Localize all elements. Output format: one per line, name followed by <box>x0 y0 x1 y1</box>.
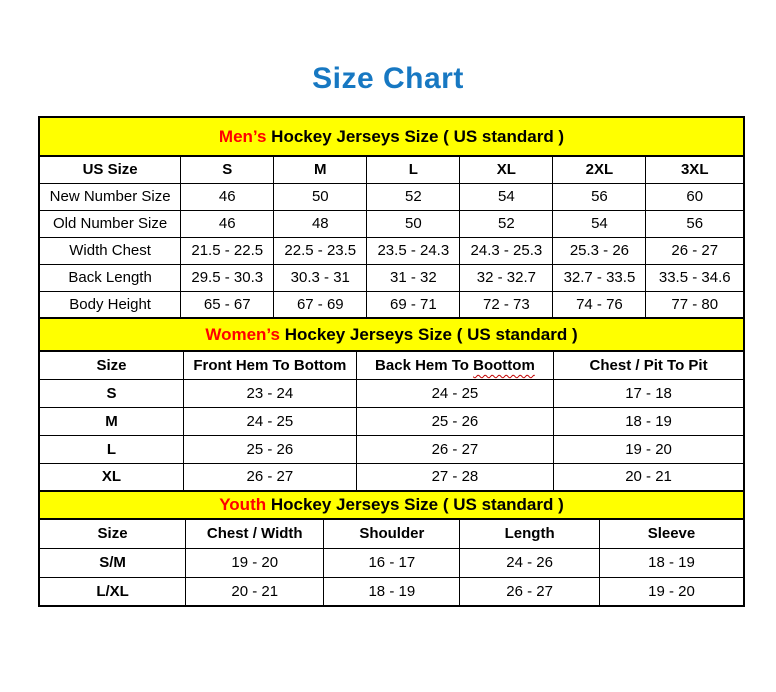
cell: 26 - 27 <box>184 463 357 491</box>
cell: 24 - 25 <box>356 379 553 407</box>
cell: 26 - 27 <box>646 237 744 264</box>
table-row <box>39 407 744 435</box>
page-title: Size Chart <box>312 62 464 95</box>
table-header-row <box>39 351 744 379</box>
cell: 33.5 - 34.6 <box>646 264 744 291</box>
column-header: Size <box>39 519 186 548</box>
womens-section-title: Hockey Jerseys Size ( US standard ) <box>279 324 578 344</box>
cell: 26 - 27 <box>356 435 553 463</box>
youth-section-highlight: Youth <box>219 495 267 514</box>
cell: 17 - 18 <box>554 379 744 407</box>
womens-size-table <box>38 350 745 492</box>
row-label: Width Chest <box>39 237 181 264</box>
row-label: M <box>39 407 184 435</box>
column-header: S <box>181 156 274 183</box>
cell: 74 - 76 <box>553 291 646 318</box>
cell: 32 - 32.7 <box>460 264 553 291</box>
table-row <box>39 463 744 491</box>
cell: 56 <box>553 183 646 210</box>
column-header <box>356 351 553 379</box>
cell: 24 - 26 <box>460 548 600 577</box>
cell: 22.5 - 23.5 <box>274 237 367 264</box>
cell: 23.5 - 24.3 <box>367 237 460 264</box>
cell: 77 - 80 <box>646 291 744 318</box>
cell: 31 - 32 <box>367 264 460 291</box>
table-row <box>39 264 744 291</box>
cell: 27 - 28 <box>356 463 553 491</box>
cell: 30.3 - 31 <box>274 264 367 291</box>
row-label: New Number Size <box>39 183 181 210</box>
size-chart <box>38 116 745 607</box>
row-label: L/XL <box>39 577 186 606</box>
table-row <box>39 237 744 264</box>
cell: 24 - 25 <box>184 407 357 435</box>
column-header: XL <box>460 156 553 183</box>
cell: 60 <box>646 183 744 210</box>
cell: 21.5 - 22.5 <box>181 237 274 264</box>
column-header: Chest / Pit To Pit <box>554 351 744 379</box>
cell: 29.5 - 30.3 <box>181 264 274 291</box>
mens-section-highlight: Men’s <box>218 126 267 146</box>
mens-section-header <box>38 116 745 157</box>
womens-section-highlight: Women’s <box>205 324 280 344</box>
row-label: Back Length <box>39 264 181 291</box>
cell: 16 - 17 <box>324 548 460 577</box>
cell: 54 <box>460 183 553 210</box>
column-header: 3XL <box>646 156 744 183</box>
table-row <box>39 577 744 606</box>
column-header-text: Back Hem To <box>375 356 474 374</box>
cell: 24.3 - 25.3 <box>460 237 553 264</box>
column-header: Shoulder <box>324 519 460 548</box>
cell: 20 - 21 <box>186 577 324 606</box>
youth-size-table <box>38 518 745 607</box>
cell: 19 - 20 <box>554 435 744 463</box>
cell: 20 - 21 <box>554 463 744 491</box>
column-header: Length <box>460 519 600 548</box>
cell: 25.3 - 26 <box>553 237 646 264</box>
row-label: Old Number Size <box>39 210 181 237</box>
cell: 23 - 24 <box>184 379 357 407</box>
table-row <box>39 291 744 318</box>
cell: 54 <box>553 210 646 237</box>
mens-size-table <box>38 155 745 319</box>
youth-section-title: Hockey Jerseys Size ( US standard ) <box>266 495 564 514</box>
cell: 26 - 27 <box>460 577 600 606</box>
mens-section-title: Hockey Jerseys Size ( US standard ) <box>266 126 565 146</box>
table-row <box>39 548 744 577</box>
table-row <box>39 210 744 237</box>
row-label: XL <box>39 463 184 491</box>
column-header: M <box>274 156 367 183</box>
column-header: Sleeve <box>599 519 744 548</box>
table-header-row <box>39 156 744 183</box>
cell: 52 <box>460 210 553 237</box>
cell: 72 - 73 <box>460 291 553 318</box>
cell: 18 - 19 <box>554 407 744 435</box>
table-row <box>39 435 744 463</box>
womens-section-header <box>38 317 745 352</box>
cell: 56 <box>646 210 744 237</box>
cell: 25 - 26 <box>356 407 553 435</box>
cell: 67 - 69 <box>274 291 367 318</box>
table-header-row <box>39 519 744 548</box>
table-row <box>39 183 744 210</box>
cell: 48 <box>274 210 367 237</box>
column-header: L <box>367 156 460 183</box>
cell: 65 - 67 <box>181 291 274 318</box>
cell: 18 - 19 <box>599 548 744 577</box>
row-label: Body Height <box>39 291 181 318</box>
cell: 52 <box>367 183 460 210</box>
table-row <box>39 379 744 407</box>
cell: 50 <box>274 183 367 210</box>
cell: 50 <box>367 210 460 237</box>
cell: 18 - 19 <box>324 577 460 606</box>
cell: 32.7 - 33.5 <box>553 264 646 291</box>
cell: 25 - 26 <box>184 435 357 463</box>
row-label: S <box>39 379 184 407</box>
column-header: US Size <box>39 156 181 183</box>
column-header: Front Hem To Bottom <box>184 351 357 379</box>
cell: 69 - 71 <box>367 291 460 318</box>
misspelled-word: Boottom <box>473 356 535 374</box>
column-header: Size <box>39 351 184 379</box>
row-label: L <box>39 435 184 463</box>
column-header: Chest / Width <box>186 519 324 548</box>
row-label: S/M <box>39 548 186 577</box>
cell: 46 <box>181 183 274 210</box>
cell: 46 <box>181 210 274 237</box>
cell: 19 - 20 <box>186 548 324 577</box>
cell: 19 - 20 <box>599 577 744 606</box>
youth-section-header <box>38 490 745 520</box>
column-header: 2XL <box>553 156 646 183</box>
